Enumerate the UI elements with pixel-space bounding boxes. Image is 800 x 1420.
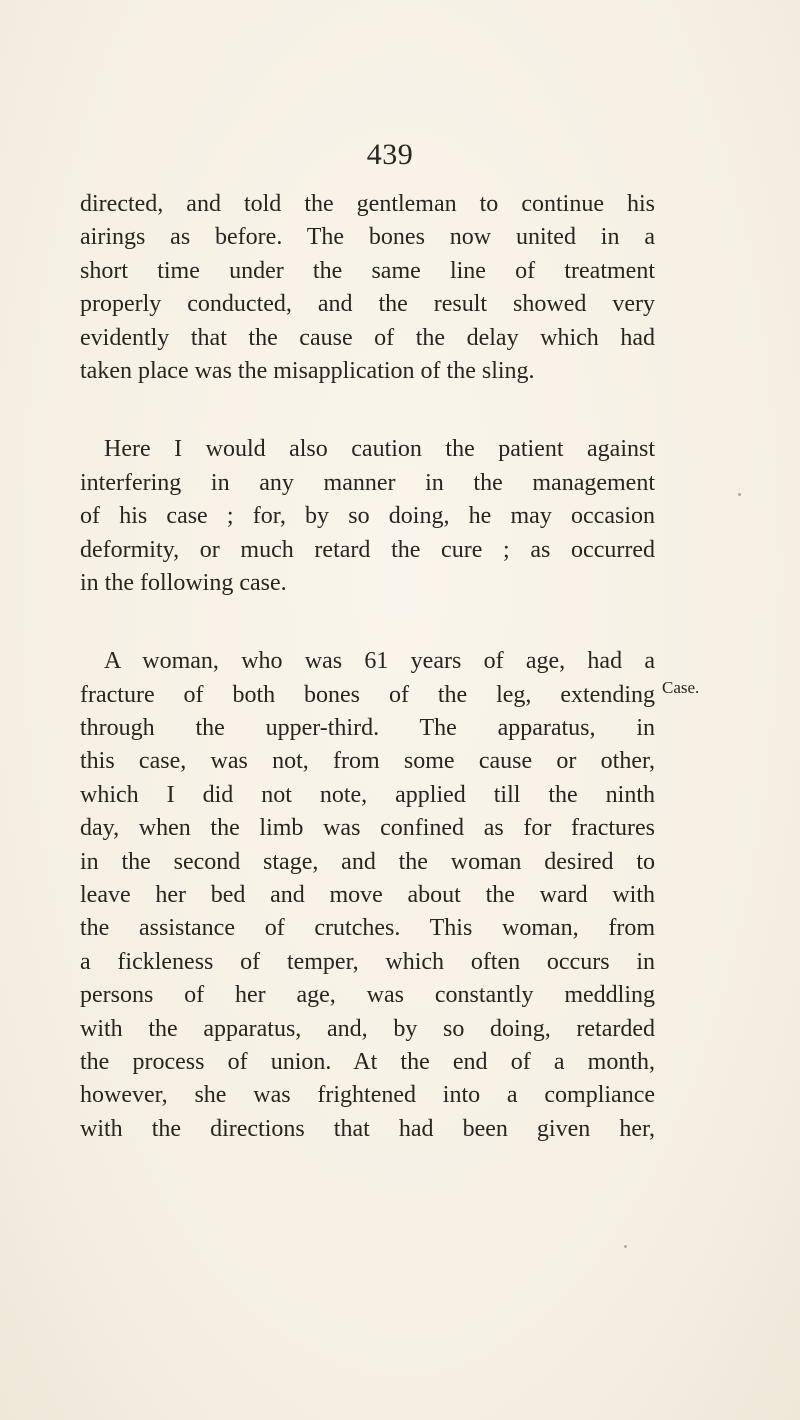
- text-line: airings as before. The bones now united in a: [80, 224, 655, 251]
- text-line: properly conducted, and the result showed very: [80, 291, 655, 318]
- body-text: [80, 188, 655, 1146]
- text-line: A woman, who was 61 years of age, had a: [104, 648, 655, 675]
- text-line: in the following case.: [80, 569, 287, 596]
- page-number: 439: [366, 138, 414, 171]
- text-line: deformity, or much retard the cure ; as occurred: [80, 536, 655, 563]
- paragraph-1: [80, 188, 655, 388]
- text-line: interfering in any manner in the management: [80, 469, 655, 496]
- text-line: the assistance of crutches. This woman, from: [80, 915, 655, 942]
- paragraph-3: [80, 645, 655, 1146]
- text-line: this case, was not, from some cause or other,: [80, 748, 655, 775]
- text-line: the process of union. At the end of a month,: [80, 1048, 655, 1075]
- text-line: a fickleness of temper, which often occurs in: [80, 948, 655, 975]
- text-line: with the directions that had been given her,: [80, 1115, 655, 1142]
- text-line: evidently that the cause of the delay which had: [80, 324, 655, 351]
- margin-note: Case.: [662, 678, 700, 697]
- text-line: Here I would also caution the patient against: [104, 436, 655, 463]
- text-line: fracture of both bones of the leg, extending: [80, 681, 655, 708]
- text-line: through the upper-third. The apparatus, in: [80, 715, 655, 742]
- text-line: leave her bed and move about the ward with: [80, 882, 655, 909]
- text-line: day, when the limb was confined as for fractures: [80, 815, 655, 842]
- paragraph-2: [80, 433, 655, 600]
- text-line: taken place was the misapplication of the sling.: [80, 357, 535, 384]
- paper-speck: [624, 1245, 627, 1248]
- text-line: in the second stage, and the woman desired to: [80, 848, 655, 875]
- text-line: of his case ; for, by so doing, he may occasion: [80, 503, 655, 530]
- text-line: directed, and told the gentleman to continue his: [80, 191, 655, 217]
- text-line: with the apparatus, and, by so doing, retarded: [80, 1015, 655, 1042]
- text-line: persons of her age, was constantly meddling: [80, 982, 655, 1009]
- text-line: short time under the same line of treatment: [80, 257, 655, 284]
- text-line: which I did not note, applied till the ninth: [80, 781, 655, 808]
- text-line: however, she was frightened into a compliance: [80, 1082, 655, 1109]
- paper-speck: [738, 493, 741, 496]
